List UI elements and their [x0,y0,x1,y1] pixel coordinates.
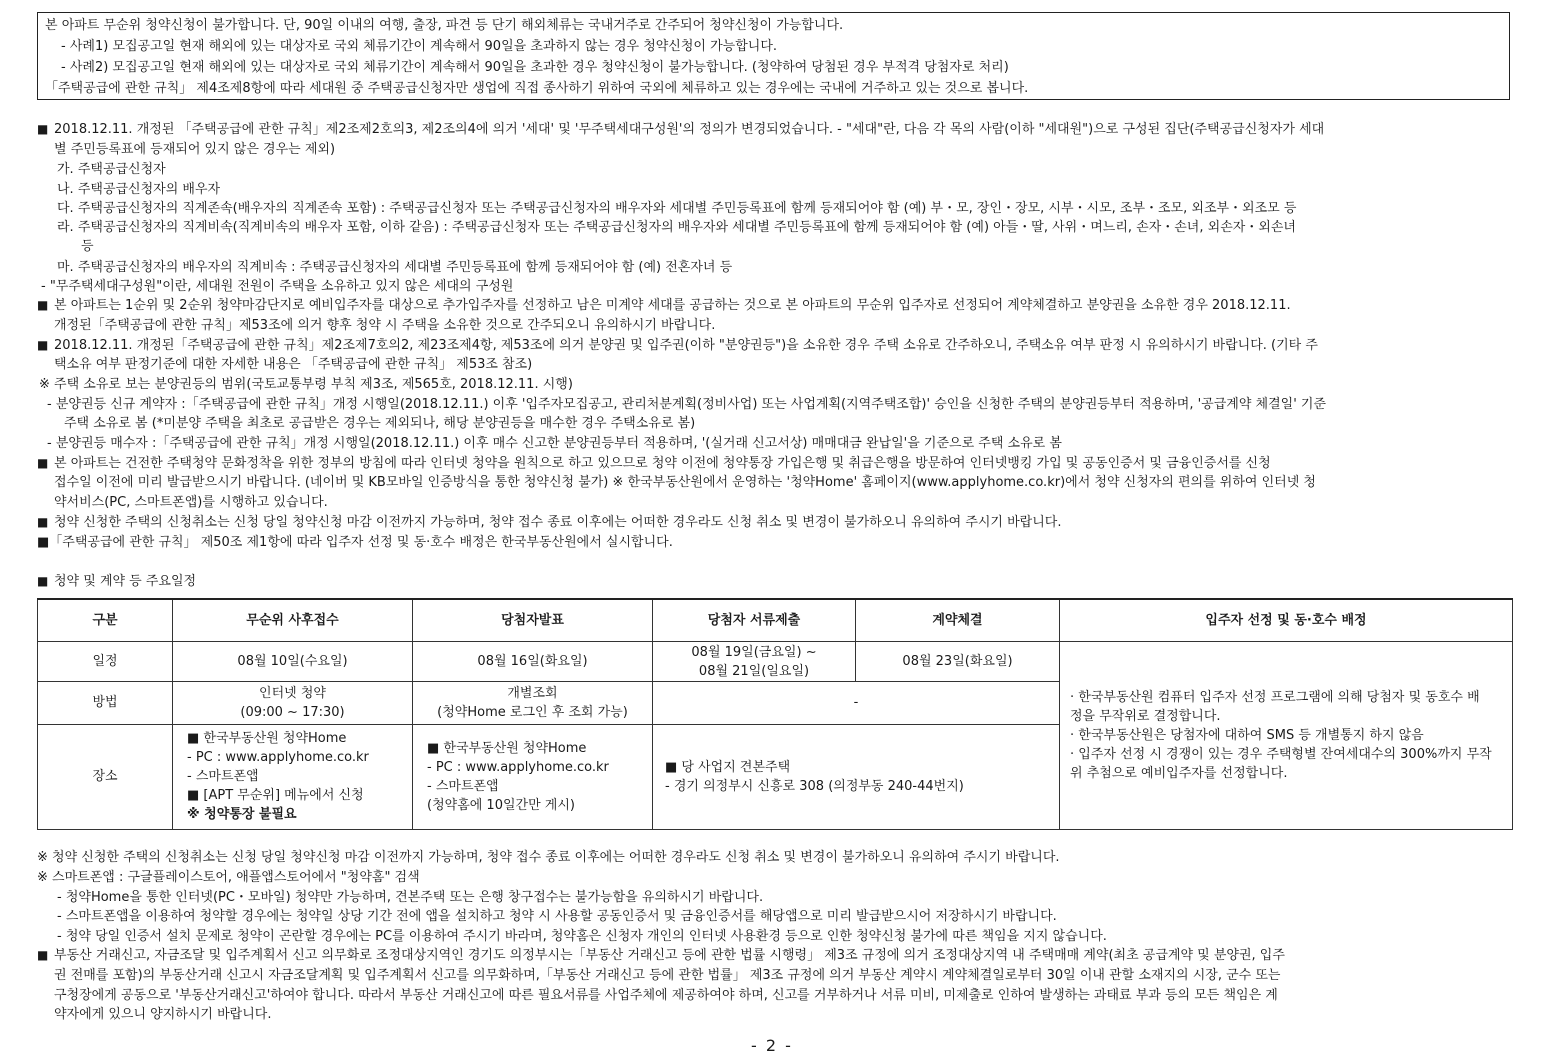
header-cell: 당첨자 서류제출 [653,599,856,642]
paragraph-line: 약서비스(PC, 스마트폰앱)를 시행하고 있습니다. [54,495,328,510]
paragraph-line: 나. 주택공급신청자의 배우자 [57,182,221,197]
paragraph-line: ※ 청약 신청한 주택의 신청취소는 신청 당일 청약신청 마감 이전까지 가능하며, 청약 접수 종료 이후에는 어떠한 경우라도 신청 취소 및 변경이 불가하오니 유의하여 주시기 바랍니다. [37,850,1060,865]
notice-line: - 사례2) 모집공고일 현재 해외에 있는 대상자로 국외 체류기간이 계속해서 90일을 초과한 경우 청약신청이 불가능합니다. (청약하여 당첨된 경우 부적격 당첨자로 처리) [61,60,1009,75]
bullet-square: ■ [37,515,49,529]
table-cell: 08월 16일(화요일) [413,642,653,682]
table-cell: 인터넷 청약 (09:00 ~ 17:30) [173,682,413,724]
assignment-info-cell: · 한국부동산원 컴퓨터 입주자 선정 프로그램에 의해 당첨자 및 동호수 배정을 무작위로 결정합니다. · 한국부동산원은 당첨자에 대하여 SMS 등 개별통지 하지 않음 · 입주자 선정 시 경쟁이 있는 경우 주택형별 잔여세대수의 300%까지 무작위 추첨으로 예비입주자를 선정합니다. [1060,642,1513,830]
paragraph-line: ■ 본 아파트는 1순위 및 2순위 청약마감단지로 예비입주자를 대상으로 추가입주자를 선정하고 남은 미계약 세대를 공급하는 것으로 본 아파트의 무순위 입주자로 선정되어 계약체결하고 분양권을 소유한 경우 2018.12.11. [37,296,1517,316]
schedule-title: ■ 청약 및 계약 등 주요일정 [37,572,1517,592]
paragraph-line: 가. 주택공급신청자 [57,162,166,177]
paragraph-line: - 분양권등 신규 계약자 :「주택공급에 관한 규칙」개정 시행일(2018.12.11.) 이후 '입주자모집공고, 관리처분계획(정비사업) 또는 사업계획(지역주택조합)' 승인을 신청한 주택의 분양권등부터 적용하며, '공급계약 체결일' 기준 [47,397,1327,412]
table-cell: - [653,682,1060,724]
bullet-square: ■ [37,298,49,312]
bullet-square: ■ [37,574,49,588]
paragraph-line: ■ 청약 신청한 주택의 신청취소는 신청 당일 청약신청 마감 이전까지 가능하며, 청약 접수 종료 이후에는 어떠한 경우라도 신청 취소 및 변경이 불가하오니 유의하여 주시기 바랍니다. [37,513,1517,533]
paragraph-line: - 분양권등 매수자 :「주택공급에 관한 규칙」개정 시행일(2018.12.11.) 이후 매수 신고한 분양권등부터 적용하며, '(실거래 신고서상) 매매대금 완납일'을 기준으로 주택 소유로 봄 [47,436,1062,451]
table-cell: ■ 한국부동산원 청약Home - PC : www.applyhome.co.kr - 스마트폰앱 ■ [APT 무순위] 메뉴에서 신청 ※ 청약통장 불필요 [173,724,413,829]
paragraph-line: ■ 부동산 거래신고, 자금조달 및 입주계획서 신고 의무화로 조정대상지역인 경기도 의정부시는「부동산 거래신고 등에 관한 법률 시행령」 제3조 규정에 의거 조정대상지역 내 주택매매 계약(최초 공급계약 및 분양권, 입주 [37,946,1517,966]
paragraph-line: 약자에게 있으니 양지하시기 바랍니다. [54,1007,272,1022]
paragraph-line: ■ 2018.12.11. 개정된「주택공급에 관한 규칙」제2조제7호의2, 제23조제4항, 제53조에 의거 분양권 및 입주권(이하 "분양권등")을 소유한 경우 주택 소유로 간주하오니, 주택소유 여부 판정 시 유의하시기 바랍니다. (기타 주 [37,336,1517,356]
paragraph-line: 마. 주택공급신청자의 배우자의 직계비속 : 주택공급신청자의 세대별 주민등록표에 함께 등재되어야 함 (예) 전혼자녀 등 [57,260,733,275]
paragraph-line: ■「주택공급에 관한 규칙」 제50조 제1항에 따라 입주자 선정 및 동·호수 배정은 한국부동산원에서 실시합니다. [37,535,673,550]
table-cell: 08월 23일(화요일) [856,642,1060,682]
table-cell: ■ 한국부동산원 청약Home - PC : www.applyhome.co.kr - 스마트폰앱 (청약홈에 10일간만 게시) [413,724,653,829]
notice-line: 「주택공급에 관한 규칙」 제4조제8항에 따라 세대원 중 주택공급신청자만 생업에 직접 종사하기 위하여 국외에 체류하고 있는 경우에는 국내에 거주하고 있는 것으로 봅니다. [45,81,1029,96]
header-cell: 당첨자발표 [413,599,653,642]
notice-box [37,12,1510,100]
bullet-square: ■ [37,122,49,136]
table-cell: 개별조회 (청약Home 로그인 후 조회 가능) [413,682,653,724]
bullet-square: ■ [37,338,49,352]
paragraph-line: - 청약Home을 통한 인터넷(PC・모바일) 청약만 가능하며, 견본주택 또는 은행 창구접수는 불가능함을 유의하시기 바랍니다. [57,890,764,905]
bullet-square: ■ [37,948,49,962]
paragraph-line: 등 [81,239,94,254]
paragraph-line: ■ 본 아파트는 건전한 주택청약 문화정착을 위한 정부의 방침에 따라 인터넷 청약을 원칙으로 하고 있으므로 청약 이전에 청약통장 가입은행 및 취급은행을 방문하여 인터넷뱅킹 가입 및 공동인증서 및 금융인증서를 신청 [37,454,1517,474]
paragraph-line: ■ 2018.12.11. 개정된 「주택공급에 관한 규칙」제2조제2호의3, 제2조의4에 의거 '세대' 및 '무주택세대구성원'의 정의가 변경되었습니다. - "세대"란, 다음 각 목의 사람(이하 "세대원")으로 구성된 집단(주택공급신청자가 세대 [37,120,1517,140]
row-label: 장소 [38,724,173,829]
notice-line: 본 아파트 무순위 청약신청이 불가합니다. 단, 90일 이내의 여행, 출장, 파견 등 단기 해외체류는 국내거주로 간주되어 청약신청이 가능합니다. [45,18,844,33]
paragraph-line: - "무주택세대구성원"이란, 세대원 전원이 주택을 소유하고 있지 않은 세대의 구성원 [41,279,514,294]
bullet-square: ■ [37,456,49,470]
paragraph-line: ※ 스마트폰앱 : 구글플레이스토어, 애플앱스토어에서 "청약홈" 검색 [37,870,420,885]
paragraph-line: 주택 소유로 봄 (*미분양 주택을 최초로 공급받은 경우는 제외되나, 해당 분양권등을 매수한 경우 주택소유로 봄) [64,416,696,431]
notice-line: - 사례1) 모집공고일 현재 해외에 있는 대상자로 국외 체류기간이 계속해서 90일을 초과하지 않는 경우 청약신청이 가능합니다. [61,39,778,54]
table-cell: ■ 당 사업지 견본주택 - 경기 의정부시 신흥로 308 (의정부동 240-44번지) [653,724,1060,829]
header-cell: 구분 [38,599,173,642]
paragraph-line: 별 주민등록표에 등재되어 있지 않은 경우는 제외) [54,142,336,157]
schedule-table [37,598,1513,830]
row-label: 방법 [38,682,173,724]
paragraph-line: - 스마트폰앱을 이용하여 청약할 경우에는 청약일 상당 기간 전에 앱을 설치하고 청약 시 사용할 공동인증서 및 금융인증서를 해당앱으로 미리 발급받으시어 저장하시기 바랍니다. [57,909,1057,924]
header-cell: 무순위 사후접수 [173,599,413,642]
header-cell: 입주자 선정 및 동·호수 배정 [1060,599,1513,642]
paragraph-line: 개정된「주택공급에 관한 규칙」제53조에 의거 향후 청약 시 주택을 소유한 것으로 간주되오니 유의하시기 바랍니다. [54,318,716,333]
paragraph-line: 구청장에게 공동으로 '부동산거래신고'하여야 합니다. 따라서 부동산 거래신고에 따른 필요서류를 사업주체에 제공하여야 하며, 신고를 거부하거나 서류 미비, 미제출로 인하여 발생하는 과태료 부과 등의 모든 책임은 계 [54,988,1278,1003]
paragraph-line: 접수일 이전에 미리 발급받으시기 바랍니다. (네이버 및 KB모바일 인증방식을 통한 청약신청 불가) ※ 한국부동산원에서 운영하는 '청약Home' 홈페이지(www.applyhome.co.kr)에서 청약 신청자의 편의를 위하여 인터넷 청 [54,475,1316,490]
header-cell: 계약체결 [856,599,1060,642]
paragraph-line: 택소유 여부 판정기준에 대한 자세한 내용은 「주택공급에 관한 규칙」 제53조 참조) [54,357,533,372]
paragraph-line: 라. 주택공급신청자의 직계비속(직계비속의 배우자 포함, 이하 같음) : 주택공급신청자 또는 주택공급신청자의 배우자와 세대별 주민등록표에 함께 등재되어야 함 (예) 아들・딸, 사위・며느리, 손자・손녀, 외손자・외손녀 [57,220,1296,235]
table-header-row [38,599,1513,642]
paragraph-line: 권 전매를 포함)의 부동산거래 신고시 자금조달계획 및 입주계획서 신고를 의무화하며,「부동산 거래신고 등에 관한 법률」 제3조 규정에 의거 부동산 계약시 계약체결일로부터 30일 이내 관할 소재지의 시장, 군수 또는 [54,968,1281,983]
paragraph-line: - 청약 당일 인증서 설치 문제로 청약이 곤란할 경우에는 PC를 이용하여 주시기 바라며, 청약홈은 신청자 개인의 인터넷 사용환경 등으로 인한 청약신청 불가에 따른 책임을 지지 않습니다. [57,929,1107,944]
table-cell: 08월 19일(금요일) ~ 08월 21일(일요일) [653,642,856,682]
paragraph-line: 다. 주택공급신청자의 직계존속(배우자의 직계존속 포함) : 주택공급신청자 또는 주택공급신청자의 배우자와 세대별 주민등록표에 함께 등재되어야 함 (예) 부・모, 장인・장모, 시부・시모, 조부・조모, 외조부・외조모 등 [57,201,1297,216]
paragraph-line: ※ 주택 소유로 보는 분양권등의 범위(국토교통부령 부칙 제3조, 제565호, 2018.12.11. 시행) [39,377,573,392]
table-row [38,642,1513,682]
table-cell: 08월 10일(수요일) [173,642,413,682]
row-label: 일정 [38,642,173,682]
page-number: - 2 - [751,1036,793,1055]
